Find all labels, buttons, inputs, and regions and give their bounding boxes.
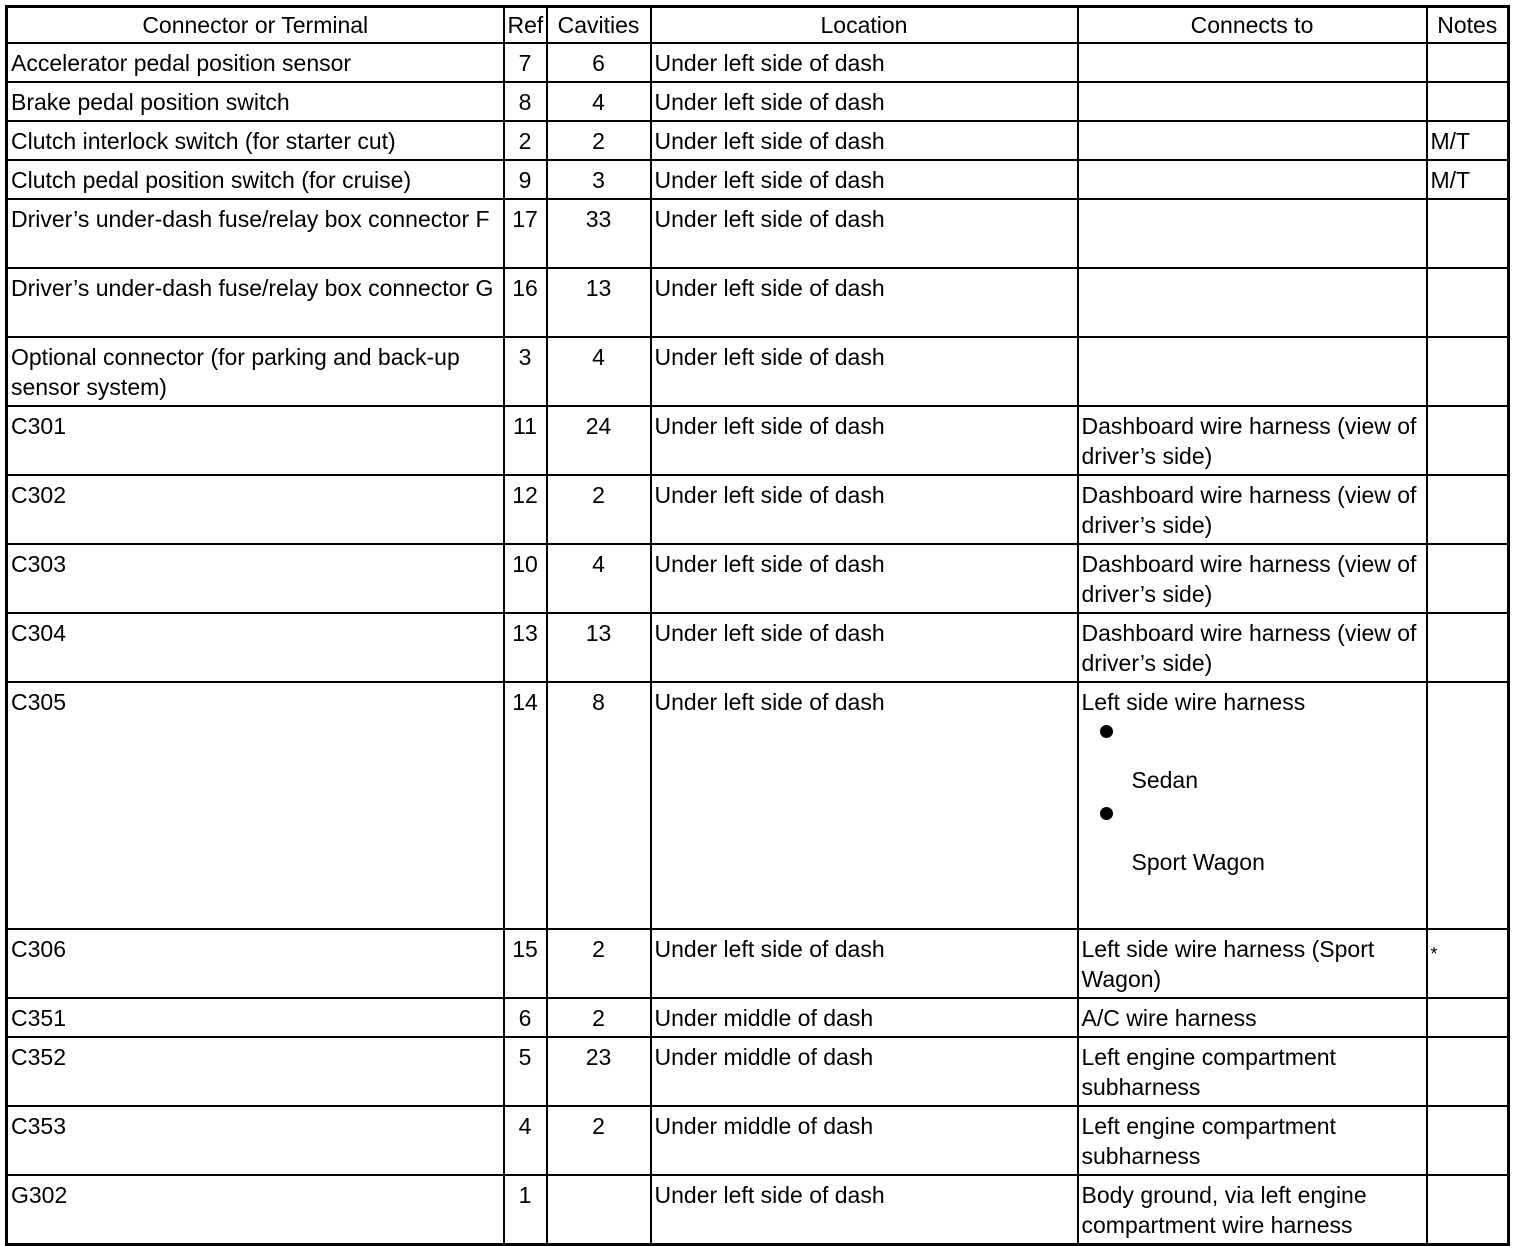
cell-connector: Driver’s under-dash fuse/relay box connector F — [7, 199, 504, 268]
cell-ref: 6 — [504, 998, 547, 1037]
cell-connector: C351 — [7, 998, 504, 1037]
table-row — [7, 544, 1509, 613]
table-row — [7, 1175, 1509, 1245]
cell-ref: 5 — [504, 1037, 547, 1106]
bullet-icon — [1100, 807, 1113, 820]
cell-location: Under left side of dash — [651, 43, 1078, 82]
cell-location: Under left side of dash — [651, 199, 1078, 268]
cell-location: Under left side of dash — [651, 121, 1078, 160]
cell-ref: 13 — [504, 613, 547, 682]
cell-connects-to: Dashboard wire harness (view of driver’s side) — [1078, 613, 1427, 682]
cell-connects-to: Left engine compartment subharness — [1078, 1106, 1427, 1175]
cell-connector: C305 — [7, 682, 504, 929]
cell-connector: C301 — [7, 406, 504, 475]
cell-connector: Accelerator pedal position sensor — [7, 43, 504, 82]
cell-cavities: 6 — [547, 43, 651, 82]
cell-notes: M/T — [1427, 121, 1509, 160]
cell-connector: Clutch pedal position switch (for cruise) — [7, 160, 504, 199]
cell-notes — [1427, 43, 1509, 82]
cell-location: Under left side of dash — [651, 475, 1078, 544]
cell-notes — [1427, 1106, 1509, 1175]
cell-cavities: 4 — [547, 544, 651, 613]
cell-connector: Driver’s under-dash fuse/relay box connector G — [7, 268, 504, 337]
cell-location: Under middle of dash — [651, 1037, 1078, 1106]
cell-connects-to — [1078, 268, 1427, 337]
connector-table — [5, 5, 1510, 1246]
variant-list — [1082, 739, 1423, 877]
variant-sedan: Sedan — [1131, 767, 1199, 793]
cell-ref: 1 — [504, 1175, 547, 1245]
cell-cavities: 3 — [547, 160, 651, 199]
cell-notes — [1427, 682, 1509, 929]
cell-connector: C302 — [7, 475, 504, 544]
cell-ref: 11 — [504, 406, 547, 475]
cell-notes — [1427, 199, 1509, 268]
cell-connects-to — [1078, 337, 1427, 406]
cell-notes — [1427, 613, 1509, 682]
table-row — [7, 268, 1509, 337]
cell-location: Under left side of dash — [651, 613, 1078, 682]
cell-ref: 4 — [504, 1106, 547, 1175]
list-item — [1082, 821, 1423, 877]
table-row — [7, 929, 1509, 998]
cell-connects-to — [1078, 199, 1427, 268]
variant-sport-wagon: Sport Wagon — [1131, 849, 1265, 875]
cell-location: Under left side of dash — [651, 682, 1078, 929]
cell-connector: G302 — [7, 1175, 504, 1245]
cell-connector: C303 — [7, 544, 504, 613]
cell-ref: 2 — [504, 121, 547, 160]
cell-location: Under middle of dash — [651, 998, 1078, 1037]
cell-location: Under left side of dash — [651, 1175, 1078, 1245]
cell-location: Under left side of dash — [651, 406, 1078, 475]
cell-cavities: 23 — [547, 1037, 651, 1106]
cell-cavities: 2 — [547, 1106, 651, 1175]
cell-notes — [1427, 268, 1509, 337]
table-row — [7, 337, 1509, 406]
cell-ref: 9 — [504, 160, 547, 199]
cell-connects-to — [1078, 82, 1427, 121]
cell-connects-to: Body ground, via left engine compartment wire harness — [1078, 1175, 1427, 1245]
cell-connector: Brake pedal position switch — [7, 82, 504, 121]
header-cavities: Cavities — [547, 7, 651, 44]
cell-notes — [1427, 82, 1509, 121]
cell-ref: 12 — [504, 475, 547, 544]
cell-ref: 14 — [504, 682, 547, 929]
cell-cavities: 2 — [547, 121, 651, 160]
cell-cavities: 2 — [547, 475, 651, 544]
cell-connects-to: Dashboard wire harness (view of driver’s side) — [1078, 475, 1427, 544]
cell-connects-to: Dashboard wire harness (view of driver’s side) — [1078, 406, 1427, 475]
table-row — [7, 43, 1509, 82]
connects-to-text: Left side wire harness — [1081, 689, 1306, 715]
header-location: Location — [651, 7, 1078, 44]
table-row — [7, 1106, 1509, 1175]
table-row — [7, 199, 1509, 268]
cell-location: Under left side of dash — [651, 544, 1078, 613]
cell-notes — [1427, 544, 1509, 613]
header-notes: Notes — [1427, 7, 1509, 44]
cell-connector: C352 — [7, 1037, 504, 1106]
cell-cavities: 13 — [547, 268, 651, 337]
cell-ref: 3 — [504, 337, 547, 406]
cell-notes — [1427, 337, 1509, 406]
cell-cavities: 2 — [547, 998, 651, 1037]
header-ref: Ref — [504, 7, 547, 44]
cell-ref: 17 — [504, 199, 547, 268]
cell-cavities: 8 — [547, 682, 651, 929]
cell-connects-to — [1078, 160, 1427, 199]
cell-connects-to: A/C wire harness — [1078, 998, 1427, 1037]
cell-notes — [1427, 1175, 1509, 1245]
cell-cavities: 33 — [547, 199, 651, 268]
footnote-marker: * — [1430, 944, 1438, 964]
table-row — [7, 998, 1509, 1037]
table-row — [7, 82, 1509, 121]
table-row — [7, 613, 1509, 682]
cell-ref: 10 — [504, 544, 547, 613]
cell-location: Under left side of dash — [651, 82, 1078, 121]
table-row — [7, 475, 1509, 544]
cell-ref: 15 — [504, 929, 547, 998]
cell-connects-to: Left side wire harness (Sport Wagon) — [1078, 929, 1427, 998]
table-header-row — [7, 7, 1509, 44]
table-row — [7, 1037, 1509, 1106]
cell-ref: 16 — [504, 268, 547, 337]
cell-cavities: 13 — [547, 613, 651, 682]
cell-connector: C304 — [7, 613, 504, 682]
table-row — [7, 682, 1509, 929]
bullet-icon — [1100, 725, 1113, 738]
cell-notes — [1427, 475, 1509, 544]
cell-notes — [1427, 998, 1509, 1037]
cell-location: Under middle of dash — [651, 1106, 1078, 1175]
table-row — [7, 121, 1509, 160]
cell-connector: Optional connector (for parking and back-up sensor system) — [7, 337, 504, 406]
table-row — [7, 160, 1509, 199]
cell-location: Under left side of dash — [651, 268, 1078, 337]
cell-cavities: 2 — [547, 929, 651, 998]
cell-connects-to — [1078, 43, 1427, 82]
cell-notes: M/T — [1427, 160, 1509, 199]
header-connects-to: Connects to — [1078, 7, 1427, 44]
header-connector: Connector or Terminal — [7, 7, 504, 44]
cell-location: Under left side of dash — [651, 929, 1078, 998]
cell-ref: 7 — [504, 43, 547, 82]
cell-notes — [1427, 406, 1509, 475]
cell-connector: C306 — [7, 929, 504, 998]
cell-connects-to — [1078, 121, 1427, 160]
list-item — [1082, 739, 1423, 795]
table-row — [7, 406, 1509, 475]
cell-ref: 8 — [504, 82, 547, 121]
cell-notes — [1427, 1037, 1509, 1106]
cell-cavities: 4 — [547, 337, 651, 406]
cell-notes — [1427, 929, 1509, 998]
cell-cavities — [547, 1175, 651, 1245]
cell-connector: Clutch interlock switch (for starter cut) — [7, 121, 504, 160]
cell-connector: C353 — [7, 1106, 504, 1175]
cell-cavities: 4 — [547, 82, 651, 121]
cell-connects-to: Dashboard wire harness (view of driver’s side) — [1078, 544, 1427, 613]
cell-cavities: 24 — [547, 406, 651, 475]
cell-connects-to — [1078, 682, 1427, 929]
cell-location: Under left side of dash — [651, 337, 1078, 406]
cell-location: Under left side of dash — [651, 160, 1078, 199]
cell-connects-to: Left engine compartment subharness — [1078, 1037, 1427, 1106]
